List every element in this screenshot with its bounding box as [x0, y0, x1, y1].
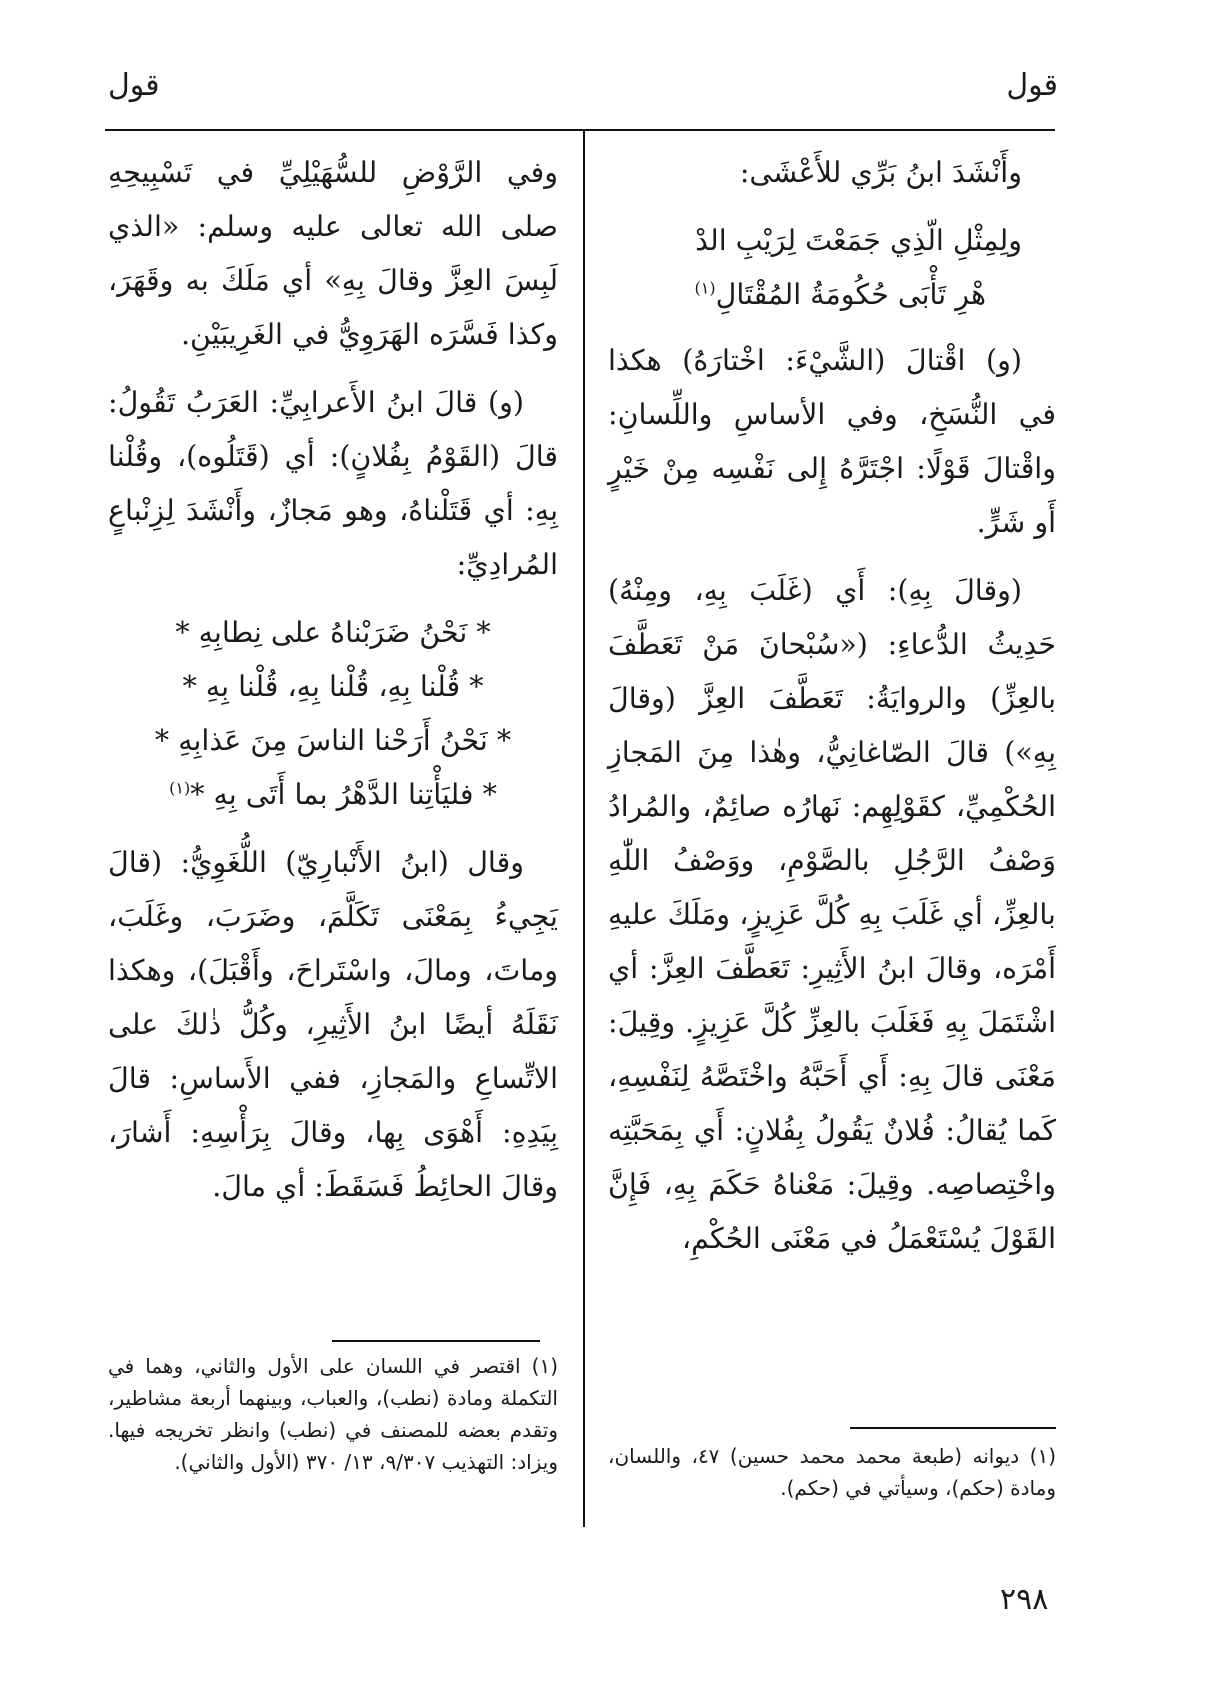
running-header-left: قول [108, 68, 160, 103]
footnote-right: (١) ديوانه (طبعة محمد محمد حسين) ٤٧، واللسان، ومادة (حكم)، وسيأتي في (حكم). [608, 1444, 1056, 1500]
verse-line-2-text: هْرِ تَأْبَى حُكُومَةُ المُقْتَالِ [715, 278, 986, 311]
right-paragraph-3: (وقالَ بِهِ): أَي (غَلَبَ بِهِ، ومِنْهُ) حَدِيثُ الدُّعاءِ: («سُبْحانَ مَنْ تَعَطَّفَ بالعِزِّ) والروايَةُ: تَعَطَّفَ العِزَّ (وقالَ بِهِ») قالَ الصّاغانِيُّ، وهٰذا مِنَ المَجازِ الحُكْمِيِّ، كقَوْلِهِم: نَهارُه صائِمٌ، والمُرادُ وَصْفُ الرَّجُلِ بالصَّوْمِ، ووَصْفُ اللّٰهِ بالعِزِّ، أي غَلَبَ بِهِ كُلَّ عَزِيزٍ، ومَلَكَ عليهِ أَمْرَه، وقالَ ابنُ الأَثِيرِ: تَعَطَّفَ العِزَّ: أي اشْتَمَلَ بِهِ فَغَلَبَ بالعِزِّ كُلَّ عَزِيزٍ. وقِيلَ: مَعْنَى قالَ بِهِ: أَي أَحَبَّهُ واخْتَصَّهُ لِنَفْسِهِ، كَما يُقالُ: فُلانٌ يَقُولُ بِفُلانٍ: أَي بِمَحَبَّتِه واخْتِصاصِه. وقِيلَ: مَعْناهُ حَكَمَ بِهِ، فَإِنَّ القَوْلَ يُسْتَعْمَلُ في مَعْنَى الحُكْمِ، [608, 574, 1056, 1255]
right-paragraph-2: (و) اقْتالَ (الشَّيْءَ: اخْتارَهُ) هكذا في النُّسَخِ، وفي الأساسِ واللِّسانِ: واقْتالَ قَوْلًا: اجْتَرَّهُ إِلى نَفْسِه مِنْ خَيْرٍ أَو شَرٍّ. [608, 344, 1056, 539]
running-header-right: قول [1006, 68, 1058, 103]
poem-line-4-text: * فليَأْتِنا الدَّهْرُ بما أَتَى بِهِ * [190, 778, 497, 811]
poem-line-3: * نَحْنُ أَرَحْنا الناسَ مِنَ عَذابِهِ * [154, 724, 512, 757]
footnote-marker: (١) [694, 278, 716, 298]
left-paragraph-1: وفي الرَّوْضِ للسُّهَيْلِيِّ في تَسْبِيحِهِ صلى الله تعالى عليه وسلم: «الذي لَبِسَ العِزَّ وقالَ بِهِ» أي مَلَكَ به وقَهَرَ، وكذا فَسَّرَه الهَرَوِيُّ في الغَرِيبَيْنِ. [108, 156, 558, 351]
poem-line-4 [108, 768, 558, 822]
header-rule [105, 129, 1055, 131]
left-column [108, 146, 558, 1228]
footnote-marker: (١) [169, 778, 191, 798]
page-number: ٢٩٨ [1000, 1582, 1049, 1617]
poem-line-1: * نَحْنُ ضَرَبْناهُ على نِطابِهِ * [175, 616, 491, 649]
right-paragraph-1: وأَنْشَدَ ابنُ بَرِّي للأَعْشَى: [739, 156, 1022, 189]
footnote-rule-right [850, 1427, 1056, 1429]
left-paragraph-2: (و) قالَ ابنُ الأَعرابِيِّ: العَرَبُ تَقُولُ: قالَ (القَوْمُ بِفُلانٍ): أي (قَتَلُوه)، وقُلْنا بِهِ: أي قَتَلْناهُ، وهو مَجازٌ، وأَنْشَدَ لِزِنْباعٍ المُرادِيِّ: [108, 386, 558, 581]
poem-line-2: * قُلْنا بِهِ، قُلْنا بِهِ، قُلْنا بِهِ * [182, 670, 484, 703]
column-divider [583, 130, 585, 1527]
verse-line-1: ولِمِثْلِ الّذِي جَمَعْتَ لِرَيْبِ الدْ [695, 224, 1022, 257]
right-column [608, 146, 1056, 1280]
left-paragraph-3: وقال (ابنُ الأَنْبارِيّ) اللُّغَوِيُّ: (قالَ يَجِيءُ بِمَعْنَى تَكَلَّمَ، وضَرَبَ، وغَلَبَ، وماتَ، ومالَ، واسْتَراحَ، وأَقْبَلَ)، وهكذا نَقَلَهُ أيضًا ابنُ الأَثِيرِ، وكُلُّ ذٰلكَ على الاتِّساعِ والمَجازِ، ففي الأَساسِ: قالَ بِيَدِهِ: أَهْوَى بِها، وقالَ بِرَأْسِهِ: أَشارَ، وقالَ الحائِطُ فَسَقَطَ: أي مالَ. [108, 846, 558, 1203]
verse-line-2 [608, 268, 986, 322]
footnote-rule-left [332, 1340, 540, 1342]
footnote-left: (١) اقتصر في اللسان على الأول والثاني، وهما في التكملة ومادة (نطب)، والعباب، وبينهما أربعة مشاطير، وتقدم بعضه للمصنف في (نطب) وانظر تخريجه فيها. ويزاد: التهذيب ٩/٣٠٧، ١٣/ ٣٧٠ (الأول والثاني). [108, 1354, 558, 1474]
